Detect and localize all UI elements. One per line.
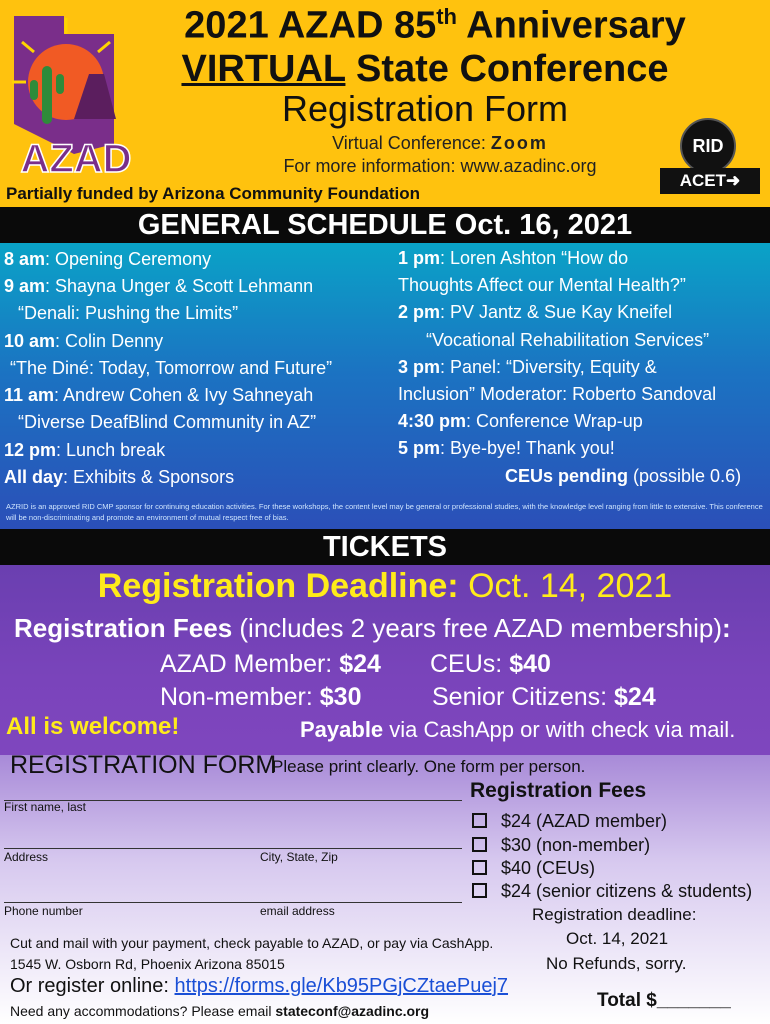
total-field[interactable]: Total $_______ [597, 990, 731, 1011]
form-title: REGISTRATION FORM [10, 751, 277, 779]
accommodations-email[interactable]: stateconf@azadinc.org [275, 1003, 430, 1019]
form-deadline-label: Registration deadline: [532, 905, 697, 924]
checkbox-icon[interactable] [472, 883, 487, 898]
payment-note: Payable via CashApp or with check via mail. [300, 717, 736, 742]
schedule-item: “Vocational Rehabilitation Services” [426, 330, 710, 350]
schedule-item: 4:30 pm: Conference Wrap-up [398, 411, 643, 431]
mailing-address: 1545 W. Osborn Rd, Phoenix Arizona 85015 [10, 956, 285, 972]
accommodations-note: Need any accommodations? Please email stateconf@azadinc.org [10, 1003, 430, 1019]
page-title: 2021 AZAD 85th Anniversary [184, 4, 686, 47]
tickets-heading: TICKETS [0, 529, 770, 565]
schedule-item: Inclusion” Moderator: Roberto Sandoval [398, 384, 717, 404]
address-label: Address [4, 850, 49, 864]
city-label: City, State, Zip [260, 850, 338, 864]
nonmember-price: Non-member: $30 [160, 683, 362, 711]
schedule-item: 10 am: Colin Denny [4, 331, 164, 351]
checkbox-icon[interactable] [472, 837, 487, 852]
fee-option-senior[interactable]: $24 (senior citizens & students) [472, 881, 752, 902]
schedule-item: 2 pm: PV Jantz & Sue Kay Kneifel [398, 302, 673, 322]
phone-label: Phone number [4, 904, 83, 918]
senior-price: Senior Citizens: $24 [432, 683, 656, 711]
welcome-text: All is welcome! [6, 713, 180, 740]
info-line: For more information: www.azadinc.org [283, 156, 597, 176]
ceus-price: CEUs: $40 [430, 650, 551, 678]
schedule-item: “Denali: Pushing the Limits” [18, 303, 239, 323]
schedule-item: “The Diné: Today, Tomorrow and Future” [10, 358, 333, 378]
fee-option-ceus[interactable]: $40 (CEUs) [472, 858, 595, 879]
registration-form [0, 751, 770, 1024]
schedule-heading: GENERAL SCHEDULE Oct. 16, 2021 [0, 207, 770, 243]
fee-option-nonmember[interactable]: $30 (non-member) [472, 835, 650, 856]
online-registration: Or register online: https://forms.gle/Kb95PGjCZtaePuej7 [10, 975, 509, 997]
fee-option-member[interactable]: $24 (AZAD member) [472, 811, 667, 832]
schedule-item: “Diverse DeafBlind Community in AZ” [18, 412, 317, 432]
registration-link[interactable]: https://forms.gle/Kb95PGjCZtaePuej7 [174, 975, 509, 997]
email-label: email address [260, 904, 335, 918]
arrow-right-icon: ➜ [726, 171, 741, 190]
schedule-section [0, 243, 770, 530]
form-note: Please print clearly. One form per person. [272, 757, 586, 776]
schedule-item: 9 am: Shayna Unger & Scott Lehmann [4, 276, 314, 296]
registration-deadline: Registration Deadline: Oct. 14, 2021 [97, 567, 673, 605]
checkbox-icon[interactable] [472, 860, 487, 875]
member-price: AZAD Member: $24 [160, 650, 381, 678]
first-name-label: First name, last [4, 800, 87, 814]
tickets-section [0, 565, 770, 755]
virtual-conference-line: Virtual Conference: Zoom [332, 133, 548, 153]
schedule-item: 11 am: Andrew Cohen & Ivy Sahneyah [4, 385, 314, 405]
ceus-note: CEUs pending (possible 0.6) [505, 466, 742, 486]
no-refunds-note: No Refunds, sorry. [546, 954, 687, 973]
schedule-item: 12 pm: Lunch break [4, 440, 166, 460]
schedule-item: 8 am: Opening Ceremony [4, 249, 212, 269]
mail-instructions: Cut and mail with your payment, check payable to AZAD, or pay via CashApp. [10, 935, 494, 951]
fees-line: Registration Fees (includes 2 years free AZAD membership): [14, 613, 731, 643]
acet-logo: ACET ➜ [660, 168, 760, 194]
phone-email-field[interactable] [4, 902, 462, 903]
checkbox-icon[interactable] [472, 813, 487, 828]
schedule-item: 3 pm: Panel: “Diversity, Equity & [398, 357, 657, 377]
funding-note: Partially funded by Arizona Community Foundation [6, 184, 420, 203]
fine-print: AZRID is an approved RID CMP sponsor for continuing education activities. For these workshops, the content level may be general or professional studies, with the knowledge level ranging from little to extensive. This conference will be non-discriminating and promote an environment of mutual respect free of bias. [6, 502, 763, 522]
azad-logo [4, 4, 154, 184]
page-subtitle: VIRTUAL State Conference [181, 48, 669, 90]
form-heading: Registration Form [281, 88, 569, 129]
schedule-item: 1 pm: Loren Ashton “How do [398, 248, 629, 268]
azad-logo-text: AZAD [20, 137, 132, 181]
header [0, 0, 770, 208]
fees-title: Registration Fees [470, 779, 647, 802]
schedule-item: Thoughts Affect our Mental Health?” [398, 275, 686, 295]
rid-logo: RID [680, 118, 736, 174]
schedule-item: 5 pm: Bye-bye! Thank you! [398, 438, 615, 458]
schedule-item: All day: Exhibits & Sponsors [4, 467, 235, 487]
form-deadline-date: Oct. 14, 2021 [566, 929, 669, 948]
azad-logo-graphic [4, 4, 154, 184]
address-field[interactable] [4, 848, 462, 849]
